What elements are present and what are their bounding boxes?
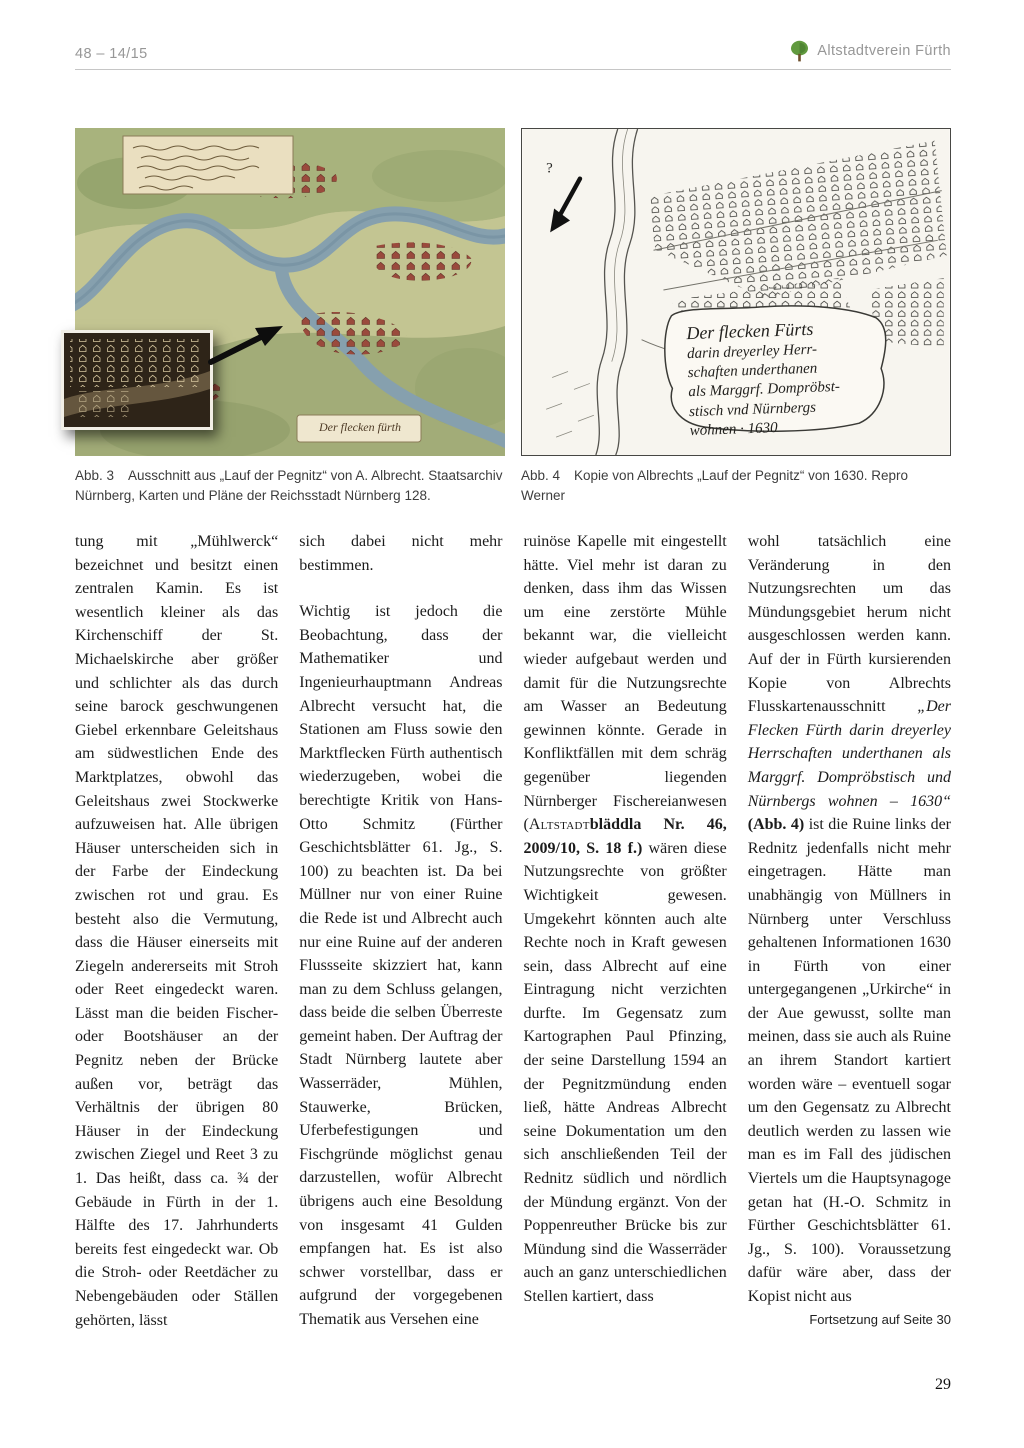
cartouche-line: Der flecken Fürts <box>686 318 814 344</box>
inset-callout-arrow <box>205 318 295 368</box>
figure-4-caption-label: Abb. 4 <box>521 468 561 483</box>
text-column <box>75 530 278 1332</box>
figures-row <box>75 128 951 507</box>
cartouche-line: als Marggrf. Dompröbst- <box>688 379 841 401</box>
tree-logo-icon <box>790 40 809 62</box>
paragraph: tung mit „Mühlwerck“ bezeichnet und besitzt einen zentralen Kamin. Es ist wesentlich kleiner als das Kirchenschiff der St. Michaelskirche aber größer und schlichter als das durch seine barock geschwungenen Giebel erkennbare Geleitshaus am südwestlichen Ende des Marktplatzes, obwohl das Geleitshaus zwei Stockwerke aufzuweisen hat. Alle übrigen Häuser unterscheiden sich in der Farbe der Eindeckung zwischen rot und grau. Es besteht also die Vermutung, dass die Häuser einerseits mit Ziegeln andererseits mit Stroh oder Reet eingedeckt waren. Lässt man die beiden Fischer- oder Bootshäuser an der Pegnitz neben der Brücke außen vor, beträgt das Verhältnis der übrigen 80 Häuser in der Eindeckung zwischen Ziegel und Reet 3 zu 1. Das heißt, dass ca. ¾ der Gebäude in Fürth in der 1. Hälfte des 17. Jahrhunderts bereits fest eingedeckt war. Ob die Stroh- oder Reetdächer zu Nebengebäuden oder Ställen gehörten, lässt <box>75 533 279 1329</box>
article-columns <box>75 530 951 1332</box>
paragraph: wohl tatsächlich eine Veränderung in den Nutzungsrechten um das Mündungsgebiet herum nicht ausgeschlossen werden kann. Auf der in Fürth kursierenden Kopie von Albrechts Flusskartenausschnitt „Der Flecken Fürth darin dreyerley Herrschaften underthanen als Marggrf. Dompröbstisch und Nürnbergs wohnen – 1630“ (Abb. 4) ist die Ruine links der Rednitz jedenfalls nicht mehr eingetragen. Hätte man unabhängig von Müllners in Nürnberg unter Verschluss gehaltenen Informationen 1630 in Fürth von einer untergegangenen „Urkirche“ in der Aue gewusst, sollte man meinen, dass sie auch als Ruine an ihrem Standort kartiert worden wäre – eventuell sogar um den Gegensatz zu Albrecht deutlich werden zu lassen wie man es im Fall des jüdischen Viertels um die Hauptsynagoge getan hat (H.-O. Schmitz in Fürther Geschichtsblätter 61. Jg., S. 100). Voraussetzung dafür wäre aber, dass der Kopist nicht aus <box>747 533 951 1305</box>
figure-3-image <box>75 128 505 456</box>
fig4-cartouche <box>670 315 886 441</box>
cartouche-line: stisch vnd Nürnbergs <box>688 399 817 420</box>
brand-name: Altstadtverein Fürth <box>817 43 951 59</box>
page-header <box>75 40 951 70</box>
text-column <box>524 530 727 1332</box>
cartouche-line: wohnen · 1630 <box>689 419 778 439</box>
brand <box>790 40 951 62</box>
figure-3-caption <box>75 466 505 507</box>
figure-3-inset <box>61 330 213 430</box>
figure-4-caption <box>521 466 951 507</box>
figure-3 <box>75 128 505 507</box>
figure-4 <box>521 128 951 507</box>
fig3-inset-graphic <box>64 333 210 427</box>
continuation-note: Fortsetzung auf Seite 30 <box>809 1311 951 1327</box>
paragraph: Wichtig ist jedoch die Beobachtung, dass der Mathematiker und Ingenieurhauptmann Andreas Albrecht versucht hat, die Stationen am Fluss sowie den Marktflecken Fürth authentisch wiederzugeben, wobei die berechtigte Kritik von Hans-Otto Schmitz (Fürther Geschichtsblätter 61. Jg., S. 100) zu beachten ist. Da bei Müllner nur von einer Ruine die Rede ist und Albrecht auch nur eine Ruine auf der anderen Flussseite skizziert hat, kann man zu dem Schluss gelangen, dass beide die selben Überreste gemeint haben. Der Auftrag der Stadt Nürnberg lautete aber Wasserräder, Mühlen, Stauwerke, Brücken, Uferbefestigungen und Fischgründe möglichst genau darzustellen, wofür Albrecht übrigens auch eine Besoldung von insgesamt 41 Gulden empfangen hat. Es ist also schwer vorstellbar, dass er aufgrund der vorgegebenen Thematik aus Versehen eine <box>299 603 503 1328</box>
figure-3-caption-label: Abb. 3 <box>75 468 115 483</box>
figure-3-caption-text: Ausschnitt aus „Lauf der Pegnitz“ von A. Albrecht. Staatsarchiv Nürnberg, Karten und Pläne der Reichsstadt Nürnberg 128. <box>75 468 503 504</box>
cartouche-line: schaften underthanen <box>687 360 818 382</box>
map-cartouche-label: Der flecken fürth <box>319 420 401 434</box>
issue-number: 48 – 14/15 <box>75 46 148 62</box>
svg-text:?: ? <box>546 160 553 177</box>
cartouche-line: darin dreyerley Herr- <box>686 341 818 363</box>
text-column <box>748 530 951 1332</box>
figure-4-image <box>521 128 951 456</box>
paragraph: sich dabei nicht mehr bestimmen. <box>299 533 503 574</box>
paragraph: ruinöse Kapelle mit eingestellt hätte. Viel mehr ist daran zu denken, dass ihm das Wissen um eine zerstörte Mühle bekannt war, die vielleicht wieder aufgebaut werden und damit für die Nutzungsrechte am Wasser an Bedeutung gewinnen könnte. Gerade in Konfliktfällen mit dem schräg gegenüber liegenden Nürnberger Fischereianwesen (Altstadtbläddla Nr. 46, 2009/10, S. 18 f.) wären diese Nutzungsrechte von größter Wichtigkeit gewesen. Umgekehrt könnten auch alte Rechte noch in Kraft gewesen sein, dass Albrecht auf eine Eintragung nicht verzichten durfte. Im Gegensatz zum Kartographen Paul Pfinzing, der seine Darstellung 1594 an der Pegnitzmündung enden ließ, hätte Andreas Albrecht seine Dokumentation um den sich anschließenden Teil der Rednitz südlich und nördlich der Mündung ergänzt. Von der Poppenreuther Brücke bis zur Mündung sind die Wasserräder auch an ganz unterschiedlichen Stellen kartiert, dass <box>523 533 727 1305</box>
figure-4-caption-text: Kopie von Albrechts „Lauf der Pegnitz“ von 1630. Repro Werner <box>521 468 908 504</box>
text-column <box>299 530 502 1332</box>
page-number: 29 <box>935 1376 951 1393</box>
